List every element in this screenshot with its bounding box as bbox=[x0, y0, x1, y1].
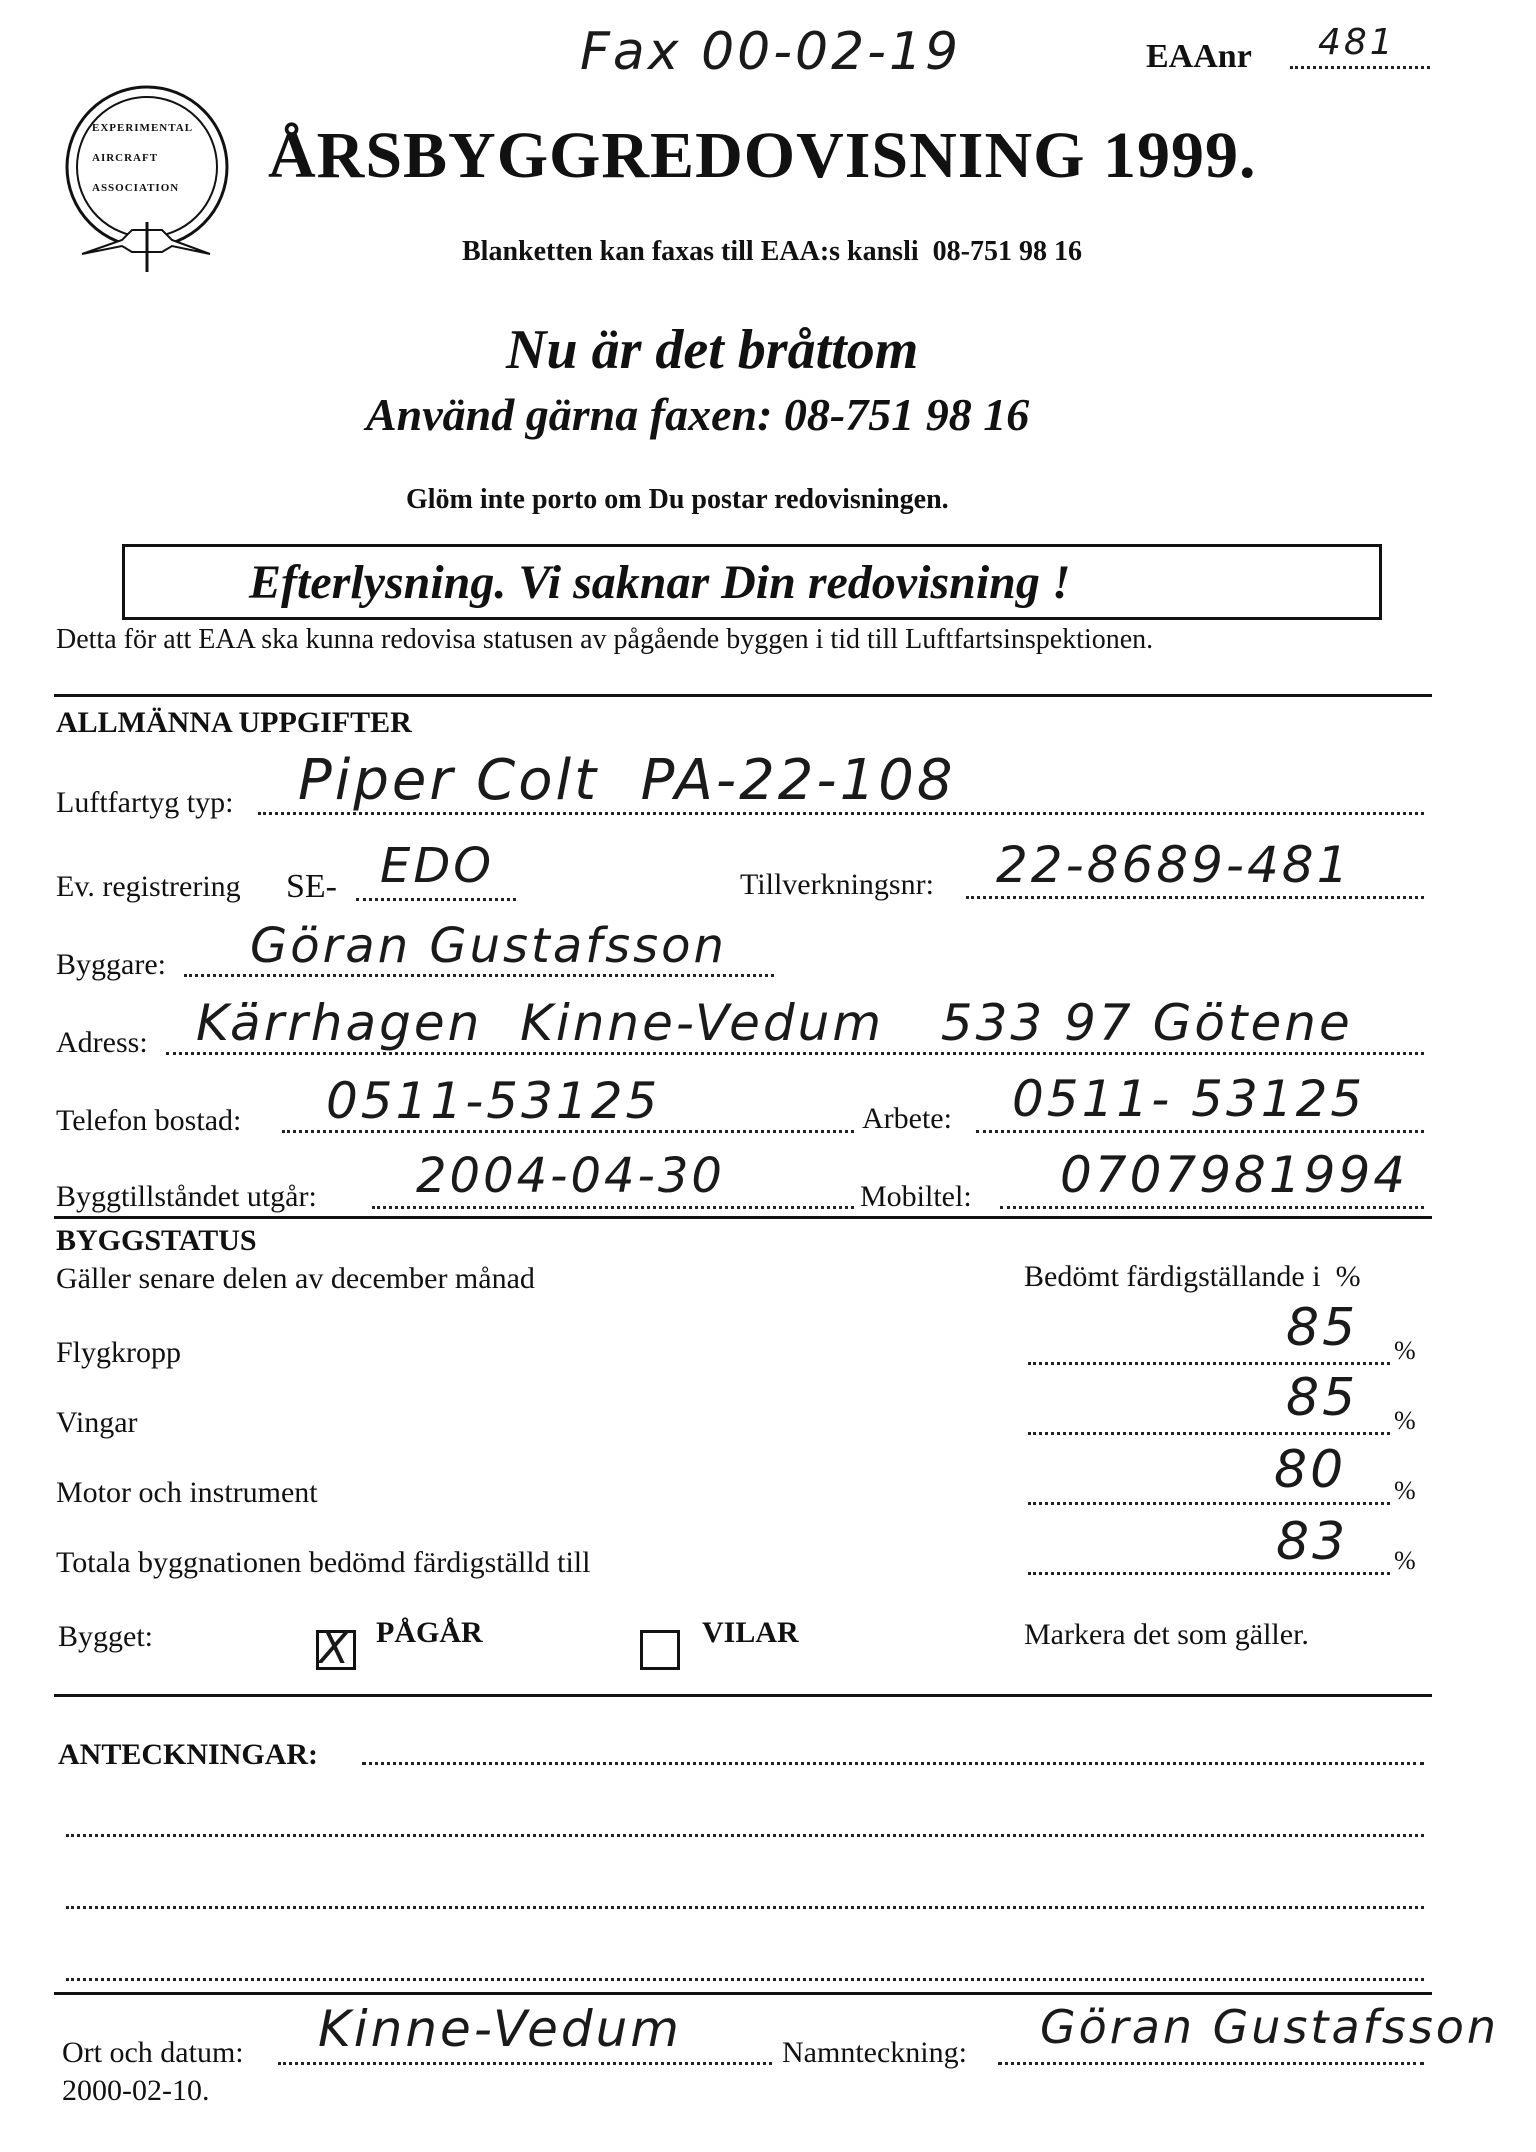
use-fax-heading: Använd gärna faxen: 08-751 98 16 bbox=[366, 389, 1030, 440]
wanted-text: Efterlysning. Vi saknar Din redovisning ! bbox=[249, 556, 1071, 609]
notes-line bbox=[66, 1906, 1424, 1909]
ongoing-label: PÅGÅR bbox=[376, 1616, 483, 1649]
logo-line-1: EXPERIMENTAL bbox=[92, 122, 194, 134]
builder-value: Göran Gustafsson bbox=[250, 918, 727, 974]
notes-line bbox=[66, 1978, 1424, 1981]
phone-work-label: Arbete: bbox=[862, 1102, 952, 1135]
date-value: 2000-02-10. bbox=[62, 2074, 210, 2107]
eaa-number-line bbox=[1290, 66, 1430, 69]
status-row-percent: % bbox=[1394, 1336, 1416, 1365]
aircraft-type-value: Piper Colt PA-22-108 bbox=[298, 748, 956, 813]
place-date-label: Ort och datum: bbox=[62, 2036, 244, 2069]
phone-home-line bbox=[282, 1130, 854, 1133]
phone-home-label: Telefon bostad: bbox=[56, 1104, 242, 1137]
status-period: Gäller senare delen av december månad bbox=[56, 1262, 535, 1295]
eaa-logo bbox=[62, 82, 232, 282]
build-label: Bygget: bbox=[58, 1620, 153, 1653]
divider-footer bbox=[54, 1992, 1432, 1995]
status-heading: BYGGSTATUS bbox=[56, 1224, 257, 1257]
status-assessed-header: Bedömt färdigställande i % bbox=[1024, 1260, 1361, 1293]
notes-line bbox=[66, 1834, 1424, 1837]
address-value: Kärrhagen Kinne-Vedum 533 97 Götene bbox=[196, 994, 1353, 1052]
mobile-label: Mobiltel: bbox=[860, 1180, 972, 1213]
divider-top bbox=[54, 694, 1432, 697]
permit-line bbox=[372, 1206, 854, 1209]
wanted-box bbox=[122, 544, 1382, 620]
registration-label: Ev. registrering bbox=[56, 870, 241, 903]
permit-value: 2004-04-30 bbox=[416, 1148, 725, 1204]
serial-line bbox=[966, 896, 1424, 899]
registration-value: EDO bbox=[380, 838, 495, 894]
place-value: Kinne-Vedum bbox=[318, 2000, 683, 2058]
fax-note: Fax 00-02-19 bbox=[580, 22, 962, 82]
logo-line-3: ASSOCIATION bbox=[92, 182, 180, 194]
phone-home-value: 0511-53125 bbox=[326, 1072, 661, 1130]
notes-heading: ANTECKNINGAR: bbox=[58, 1738, 319, 1771]
status-row-line bbox=[1028, 1572, 1390, 1575]
serial-label: Tillverkningsnr: bbox=[740, 868, 934, 901]
mark-hint: Markera det som gäller. bbox=[1024, 1618, 1309, 1651]
general-heading: ALLMÄNNA UPPGIFTER bbox=[56, 706, 412, 739]
status-row-label: Vingar bbox=[56, 1406, 138, 1439]
status-row-line bbox=[1028, 1502, 1390, 1505]
status-row-label: Flygkropp bbox=[56, 1336, 182, 1369]
phone-work-value: 0511- 53125 bbox=[1012, 1070, 1366, 1128]
status-row-value: 83 bbox=[1276, 1512, 1349, 1572]
divider-notes bbox=[54, 1694, 1432, 1697]
paused-label: VILAR bbox=[702, 1616, 799, 1649]
divider-status bbox=[54, 1216, 1432, 1219]
ongoing-checkbox[interactable] bbox=[316, 1623, 356, 1674]
notes-line bbox=[362, 1762, 1424, 1765]
status-row-line bbox=[1028, 1432, 1390, 1435]
builder-line bbox=[184, 974, 774, 977]
ongoing-check-mark: X bbox=[319, 1623, 350, 1674]
builder-label: Byggare: bbox=[56, 948, 166, 981]
signature-line bbox=[998, 2062, 1424, 2065]
status-row-label: Totala byggnationen bedömd färdigställd till bbox=[56, 1546, 591, 1579]
eaa-number: 481 bbox=[1318, 22, 1396, 63]
form-title: ÅRSBYGGREDOVISNING 1999. bbox=[268, 119, 1257, 192]
purpose-text: Detta för att EAA ska kunna redovisa statusen av pågående byggen i tid till Luftfartsinspektionen. bbox=[56, 624, 1154, 655]
status-row-value: 85 bbox=[1286, 1298, 1359, 1358]
address-label: Adress: bbox=[56, 1026, 148, 1059]
place-line bbox=[278, 2062, 772, 2065]
logo-line-2: AIRCRAFT bbox=[92, 152, 159, 164]
mobile-line bbox=[1000, 1206, 1424, 1209]
phone-work-line bbox=[976, 1130, 1424, 1133]
registration-prefix: SE- bbox=[286, 868, 337, 905]
fax-info: Blanketten kan faxas till EAA:s kansli 08-751 98 16 bbox=[462, 236, 1082, 267]
status-row-percent: % bbox=[1394, 1546, 1416, 1575]
postage-note: Glöm inte porto om Du postar redovisningen. bbox=[406, 484, 949, 515]
address-line bbox=[166, 1052, 1424, 1055]
status-row-percent: % bbox=[1394, 1406, 1416, 1435]
paused-checkbox[interactable] bbox=[640, 1630, 680, 1670]
permit-label: Byggtillståndet utgår: bbox=[56, 1180, 317, 1213]
mobile-value: 0707981994 bbox=[1060, 1146, 1409, 1204]
registration-line bbox=[356, 898, 516, 901]
signature-label: Namnteckning: bbox=[782, 2036, 967, 2069]
eaa-number-label: EAAnr bbox=[1146, 38, 1252, 75]
status-row-value: 85 bbox=[1286, 1368, 1359, 1428]
status-row-label: Motor och instrument bbox=[56, 1476, 318, 1509]
urgent-heading: Nu är det bråttom bbox=[506, 319, 919, 381]
status-row-line bbox=[1028, 1362, 1390, 1365]
signature-value: Göran Gustafsson bbox=[1040, 2000, 1500, 2054]
serial-value: 22-8689-481 bbox=[996, 836, 1352, 894]
status-row-value: 80 bbox=[1274, 1440, 1347, 1500]
aircraft-type-label: Luftfartyg typ: bbox=[56, 786, 234, 819]
status-row-percent: % bbox=[1394, 1476, 1416, 1505]
